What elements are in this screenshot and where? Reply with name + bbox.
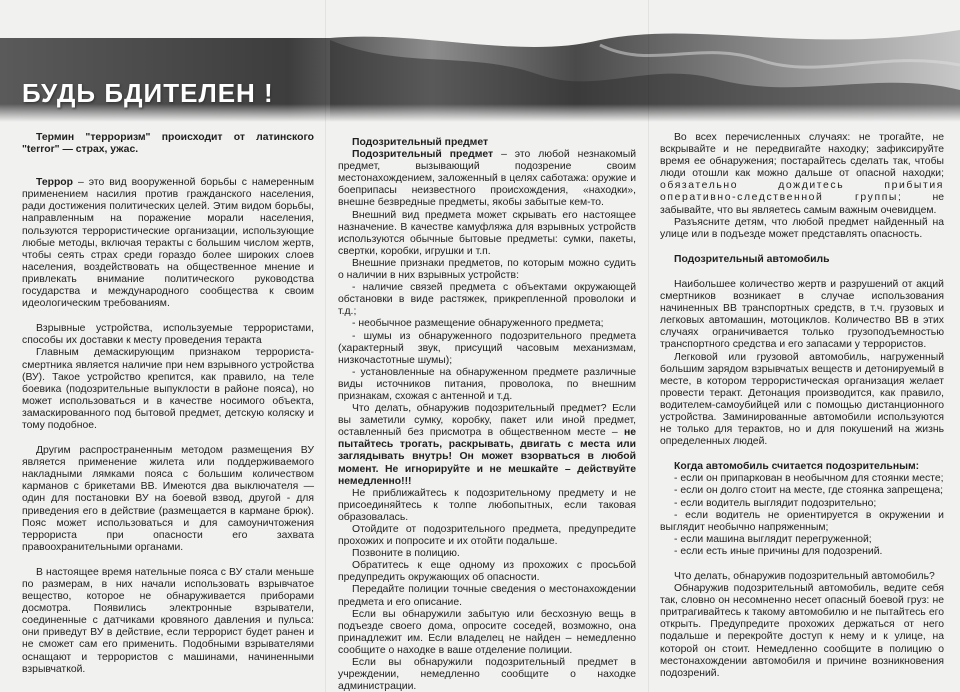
all-cases-paragraph — [660, 132, 944, 217]
suspicious-item-definition-text: – это любой незнакомый предмет, вызывающий подозрение своим местонахождением, заложенный в целях саботажа: оружие и боеприпасы неизвестного происхождения, «находки», внешне безвредные предметы, якобы забытые кем-то. — [338, 149, 637, 209]
give-info-paragraph: Передайте полиции точные сведения о местонахождении предмета и его описание. — [338, 584, 636, 608]
fold-line — [648, 0, 649, 692]
all-cases-end: не забывайте, что вы являетесь самым важным очевидцем. — [660, 192, 944, 216]
column-middle — [338, 137, 636, 692]
list-item: - шумы из обнаруженного подозрительного предмета (характерный звук, присущий часовым механизмам, низкочастотные шумы); — [338, 330, 636, 366]
terror-term: Террор — [36, 177, 73, 189]
appearance-paragraph: Внешний вид предмета может скрывать его настоящее назначение. В качестве камуфляжа для взрывных устройств используются обычные бытовые предметы: сумки, пакеты, свертки, коробки, игрушки и т.п. — [338, 209, 636, 257]
step-away-paragraph: Отойдите от подозрительного предмета, предупредите прохожих и попросите и их отойти подальше. — [338, 524, 636, 548]
institution-paragraph: Если вы обнаружили подозрительный предмет в учреждении, немедленно сообщите о находке администрации. — [338, 657, 636, 692]
list-item: - наличие связей предмета с объектами окружающей обстановки в виде растяжек, прикрепленной проволоки и т.д.; — [338, 282, 636, 318]
suspicious-item-definition — [338, 149, 636, 209]
current-belts-paragraph: В настоящее время нательные пояса с ВУ стали меньше по размерам, в них начали использовать взрывчатое вещество, которое не обнаруживается приборами досмотра. Появились электронные взрыватели, соединенные с датчиками кровяного давления и пульса: они приведут ВУ в действие, если террорист будет ранен и не сможет сам его применить. Подобными взрывателями оснащают и террористов с машинами, начиненными взрывчаткой. — [22, 566, 314, 675]
list-item: - если есть иные причины для подозрений. — [674, 545, 883, 557]
other-method-paragraph: Другим распространенным методом размещения ВУ является применение жилета или поддерживаемого накладными лямками пояса с большим количеством карманов с брикетами ВВ. Имеются два выключателя — один для постановки ВУ на боевой взвод, другой - для приведения его в действие (размещается в кармане брюк). Пояс может использоваться и для самоуничтожения террориста при опасности его захвата правоохранительными органами. — [22, 445, 314, 553]
suspicious-item-term: Подозрительный предмет — [352, 149, 494, 161]
list-item: - установленные на обнаруженном предмете различные виды источников питания, проволока, по внешним признакам, схожая с антенной и т.д. — [338, 366, 636, 402]
header-banner — [0, 0, 960, 122]
column-right — [660, 132, 944, 680]
what-to-do-car-heading: Что делать, обнаружив подозрительный автомобиль? — [674, 571, 935, 582]
fold-line — [325, 0, 326, 692]
all-cases-text: Во всех перечисленных случаях: не трогайте, не вскрывайте и не передвигайте находку; зафиксируйте время ее обнаружения; постарайтесь сделать так, чтобы люди отошли как можно дальше от опасной находки; — [660, 132, 944, 180]
suspicious-item-heading: Подозрительный предмет — [352, 137, 489, 148]
what-to-do-warning: не пытайтесь трогать, раскрывать, двигать с места или заглядывать внутрь! Он может взорваться в любой момент. Не игнорируйте и не мешкайте – действуйте немедленно!!! — [338, 427, 636, 487]
page-title: БУДЬ БДИТЕЛЕН ! — [22, 78, 274, 108]
devices-paragraph: Взрывные устройства, используемые террористами, способы их доставки к месту проведения теракта — [22, 323, 314, 347]
what-to-do-paragraph — [338, 403, 636, 488]
list-item: - если он припаркован в необычном для стоянки месте; — [674, 473, 944, 485]
suspicious-car-heading: Подозрительный автомобиль — [674, 253, 830, 265]
list-item: - если машина выглядит перегруженной; — [674, 533, 872, 545]
intro-paragraph: Термин "терроризм" происходит от латинского "terror" — страх, ужас. — [22, 132, 314, 156]
approach-paragraph: Не приближайтесь к подозрительному предмету и не присоединяйтесь к толпе любопытных, если таковая образовалась. — [338, 487, 636, 523]
list-item: - необычное размещение обнаруженного предмета; — [352, 318, 604, 330]
list-item: - если водитель выглядит подозрительно; — [674, 497, 877, 509]
children-paragraph: Разъясните детям, что любой предмет найденный на улице или в подъезде может представлять опасность. — [660, 216, 944, 240]
when-suspicious-heading: Когда автомобиль считается подозрительным: — [674, 461, 920, 473]
column-left — [22, 132, 314, 676]
demask-paragraph: Главным демаскирующим признаком террориста-смертника является наличие при нем взрывного устройства (ВУ). Такое устройство крепится, как правило, на теле боевика (подозрительные выпуклости в районе пояса), но может использоваться и в качестве носимого объекта, замаскированного под бытовой предмет, детскую коляску и тому подобное. — [22, 347, 314, 431]
car-paragraph-2: Легковой или грузовой автомобиль, нагруженный большим зарядом взрывчатых веществ и детонируемый в месте, в котором террористическая организация желает провести теракт. Детонация производится, как правило, водителем-самоубийцей или с помощью дистанционного устройства. Заминированные автомобили используются не только для терактов, но и для покушений на жизнь определенных людей. — [660, 351, 944, 448]
call-police-paragraph: Позвоните в полицию. — [352, 548, 460, 560]
car-paragraph-1: Наибольшее количество жертв и разрушений от акций смертников возникает в случае использования начиненных ВВ транспортных средств, в т.ч. грузовых и легковых автомашин, мотоциклов. Количество ВВ в этих случаях ограничивается только грузоподъемностью транспортного средства и его запасами у террористов. — [660, 278, 944, 351]
list-item: - если водитель не ориентируется в окружении и выглядит необычно напряженным; — [660, 509, 944, 533]
forgotten-item-paragraph: Если вы обнаружили забытую или бесхозную вещь в подъезде своего дома, опросите соседей, возможно, она принадлежит им. Если владелец не найден – немедленно сообщите о находке в ваше отделение полиции. — [338, 608, 636, 656]
terror-definition-text: – это вид вооруженной борьбы с намеренным применением насилия против гражданского населения, ради достижения политических целей. Этим видом борьбы, направленным на поражение морали населения, пользуются террористические организации, использующие любые методы, включая теракты с большим числом жертв, чтобы сеять страх среди гораздо более широких слоев населения, воздействовать на общественное мнение и привлекать внимание политического руководства государства и международного сообщества к своим идеологическим требованиям. — [22, 177, 314, 310]
found-car-paragraph: Обнаружив подозрительный автомобиль, ведите себя так, словно он несомненно несет опасный боевой груз: не притрагивайтесь к такому автомобилю и не пытайтесь его открыть. Предупредите прохожих держаться от него подальше и перекройте доступ к нему и к улице, на которой он стоит. Немедленно сообщите в полицию о местонахождении автомобиля и причине возникновения подозрений. — [660, 583, 944, 679]
terror-definition — [22, 177, 314, 310]
ask-passerby-paragraph: Обратитесь к еще одному из прохожих с просьбой предупредить окружающих об опасности. — [338, 560, 636, 584]
all-cases-emphasis: обязательно дождитесь прибытия оперативно-следственной группы; — [660, 180, 944, 204]
what-to-do-text: Что делать, обнаружив подозрительный предмет? Если вы заметили сумку, коробку, пакет или иной предмет, оставленный без присмотра в общественном месте – — [338, 403, 636, 439]
list-item: - если он долго стоит на месте, где стоянка запрещена; — [674, 485, 943, 497]
signs-paragraph: Внешние признаки предметов, по которым можно судить о наличии в них взрывных устройств: — [338, 257, 636, 282]
